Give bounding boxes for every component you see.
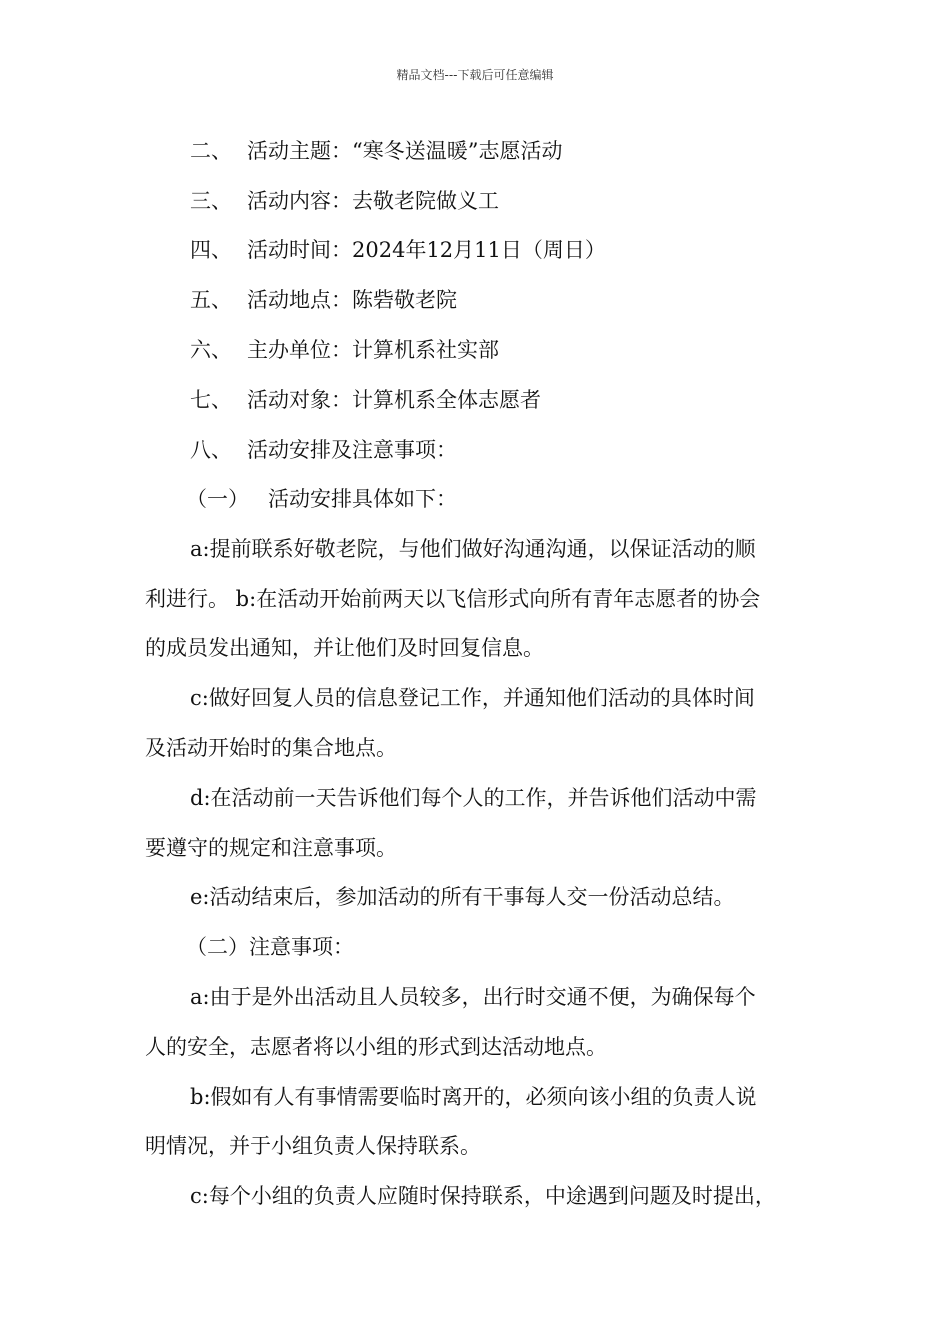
item-number: 四、 bbox=[190, 238, 232, 262]
section-heading-2 bbox=[186, 933, 354, 961]
paragraph-line: c:每个小组的负责人应随时保持联系，中途遇到问题及时提出， bbox=[190, 1184, 776, 1208]
paragraph-line: a:提前联系好敬老院，与他们做好沟通沟通，以保证活动的顺 bbox=[190, 537, 756, 561]
section-title: 活动安排具体如下： bbox=[268, 487, 457, 511]
item-text: 主办单位：计算机系社实部 bbox=[247, 338, 499, 362]
item-text: 活动地点：陈砦敬老院 bbox=[247, 288, 457, 312]
paragraph-line: 人的安全，志愿者将以小组的形式到达活动地点。 bbox=[145, 1035, 607, 1059]
list-item-8 bbox=[190, 436, 457, 464]
section-heading-1 bbox=[186, 485, 457, 513]
paragraph-line: 明情况，并于小组负责人保持联系。 bbox=[145, 1134, 481, 1158]
list-item-5 bbox=[190, 286, 457, 314]
item-number: 八、 bbox=[190, 438, 232, 462]
paragraph-line: 的成员发出通知，并让他们及时回复信息。 bbox=[145, 636, 544, 660]
paragraph-line: 及活动开始时的集合地点。 bbox=[145, 736, 397, 760]
item-number: 五、 bbox=[190, 288, 232, 312]
item-number: 三、 bbox=[190, 189, 232, 213]
item-text: 活动安排及注意事项： bbox=[247, 438, 457, 462]
item-number: 七、 bbox=[190, 388, 232, 412]
paragraph-line: a:由于是外出活动且人员较多，出行时交通不便，为确保每个 bbox=[190, 985, 756, 1009]
item-number: 二、 bbox=[190, 139, 232, 163]
list-item-3 bbox=[190, 187, 499, 215]
paragraph-line: e:活动结束后，参加活动的所有干事每人交一份活动总结。 bbox=[190, 885, 735, 909]
list-item-4 bbox=[190, 236, 606, 264]
section-title: 注意事项： bbox=[249, 935, 354, 959]
list-item-7 bbox=[190, 386, 541, 414]
list-item-2 bbox=[190, 137, 562, 165]
list-item-6 bbox=[190, 336, 499, 364]
item-text: 活动内容：去敬老院做义工 bbox=[247, 189, 499, 213]
item-text: 活动时间：2024年12月11日（周日） bbox=[247, 238, 606, 262]
page-header: 精品文档---下载后可任意编辑 bbox=[396, 68, 554, 82]
section-number: （二） bbox=[186, 935, 249, 959]
item-number: 六、 bbox=[190, 338, 232, 362]
paragraph-line: 要遵守的规定和注意事项。 bbox=[145, 836, 397, 860]
item-text: 活动对象：计算机系全体志愿者 bbox=[247, 388, 541, 412]
paragraph-line: 利进行。 b:在活动开始前两天以飞信形式向所有青年志愿者的协会 bbox=[145, 587, 761, 611]
paragraph-line: c:做好回复人员的信息登记工作，并通知他们活动的具体时间 bbox=[190, 686, 755, 710]
paragraph-line: b:假如有人有事情需要临时离开的，必须向该小组的负责人说 bbox=[190, 1085, 757, 1109]
section-number: （一） bbox=[186, 487, 249, 511]
item-text: 活动主题：“寒冬送温暖”志愿活动 bbox=[247, 139, 563, 163]
paragraph-line: d:在活动前一天告诉他们每个人的工作，并告诉他们活动中需 bbox=[190, 786, 757, 810]
